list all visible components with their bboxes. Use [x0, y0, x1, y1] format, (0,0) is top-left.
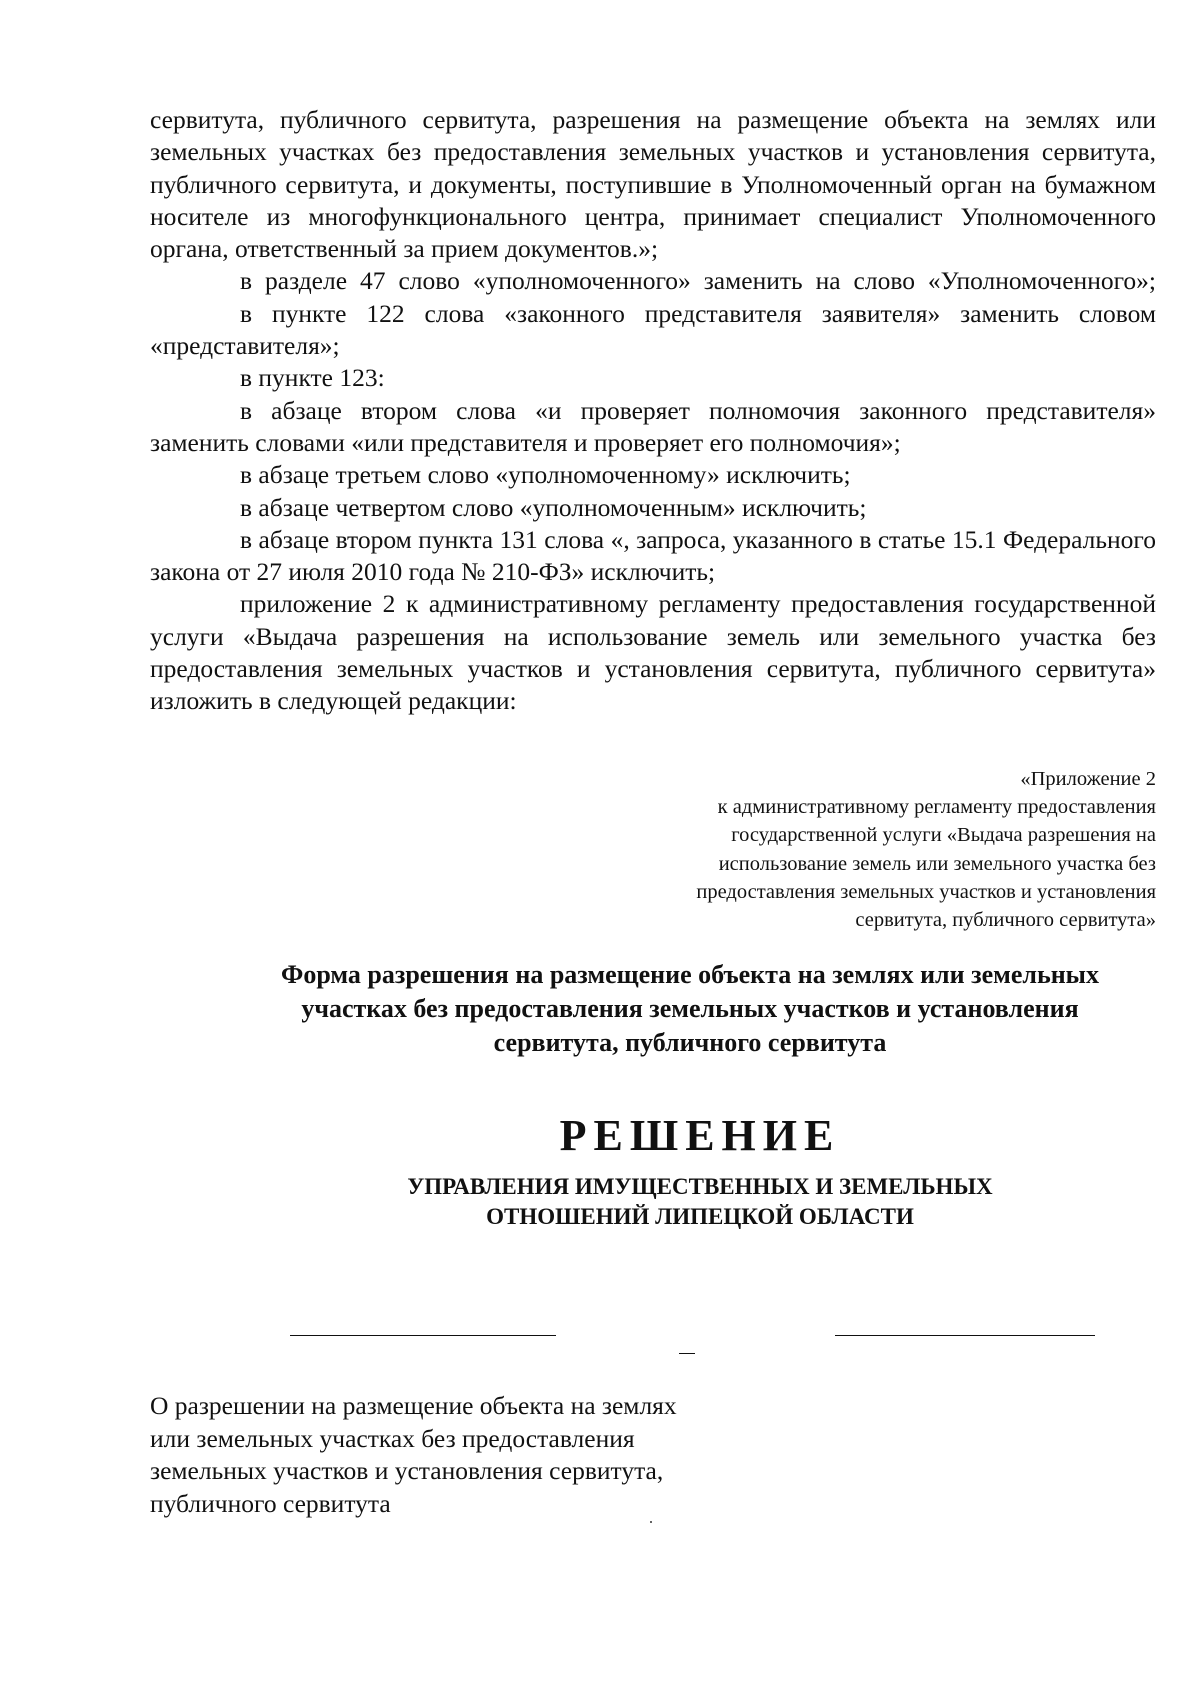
paragraph-item-123-fourth: в абзаце четвертом слово «уполномоченным» исключить; [240, 492, 867, 522]
paragraph-appendix-2: приложение 2 к административному регламенту предоставления государственной услуги «Выдача разрешения на использование земель или земельного участка без предоставления земельных участков и установления сервитута, публичного сервитута» изложить в следующей редакции: [150, 589, 1156, 716]
form-title-line: сервитута, публичного сервитута [493, 1028, 887, 1057]
form-title-line: участках без предоставления земельных участков и установления [301, 994, 1079, 1023]
paragraph-section-47: в разделе 47 слово «уполномоченного» заменить на слово «Уполномоченного»; [240, 266, 1156, 296]
scan-speck [650, 1521, 652, 1523]
separator-dash [679, 1353, 695, 1354]
issuing-authority [300, 1172, 1100, 1232]
date-blank-line [290, 1335, 556, 1336]
paragraph-item-123-third: в абзаце третьем слово «уполномоченному» исключить; [240, 460, 851, 490]
subject-line: земельных участков и установления сервитута, [150, 1456, 664, 1485]
number-blank-line [835, 1335, 1095, 1336]
paragraph-item-123-second: в абзаце втором слова «и проверяет полномочия законного представителя» заменить словами «или представителя и проверяет его полномочия»; [150, 395, 1156, 457]
appendix-line: сервитута, публичного сервитута» [855, 909, 1156, 932]
subject-line: публичного сервитута [150, 1488, 391, 1518]
decision-subject [150, 1390, 770, 1520]
appendix-line: государственной услуги «Выдача разрешения на [731, 824, 1156, 847]
subject-line: О разрешении на размещение объекта на землях [150, 1391, 677, 1420]
paragraph-item-122: в пункте 122 слова «законного представителя заявителя» заменить словом «представителя»; [150, 298, 1156, 361]
form-title-line: Форма разрешения на размещение объекта на землях или земельных [281, 960, 1099, 989]
appendix-line: предоставления земельных участков и установления [696, 880, 1156, 903]
appendix-reference [596, 765, 1156, 934]
authority-line: УПРАВЛЕНИЯ ИМУЩЕСТВЕННЫХ И ЗЕМЕЛЬНЫХ [407, 1174, 993, 1199]
paragraph-item-131: в абзаце втором пункта 131 слова «, запроса, указанного в статье 15.1 Федерального закона от 27 июля 2010 года № 210-ФЗ» исключить; [150, 524, 1156, 587]
subject-line: или земельных участках без предоставления [150, 1423, 635, 1453]
amendment-text [150, 104, 1156, 718]
authority-line: ОТНОШЕНИЙ ЛИПЕЦКОЙ ОБЛАСТИ [486, 1204, 914, 1229]
appendix-line: к административному регламенту предоставления [717, 796, 1156, 819]
appendix-line: «Приложение 2 [1020, 768, 1156, 790]
paragraph-intake-clause: сервитута, публичного сервитута, разрешения на размещение объекта на землях или земельных участках без предоставления земельных участков и установления сервитута, публичного сервитута, и документы, поступившие в Уполномоченный орган на бумажном носителе из многофункционального центра, принимает специалист Уполномоченного органа, ответственный за прием документов.»; [150, 105, 1156, 264]
paragraph-item-123: в пункте 123: [240, 363, 385, 393]
form-title [190, 958, 1190, 1060]
appendix-line: использование земель или земельного участка без [718, 852, 1156, 875]
decision-heading: РЕШЕНИЕ [559, 1111, 841, 1160]
